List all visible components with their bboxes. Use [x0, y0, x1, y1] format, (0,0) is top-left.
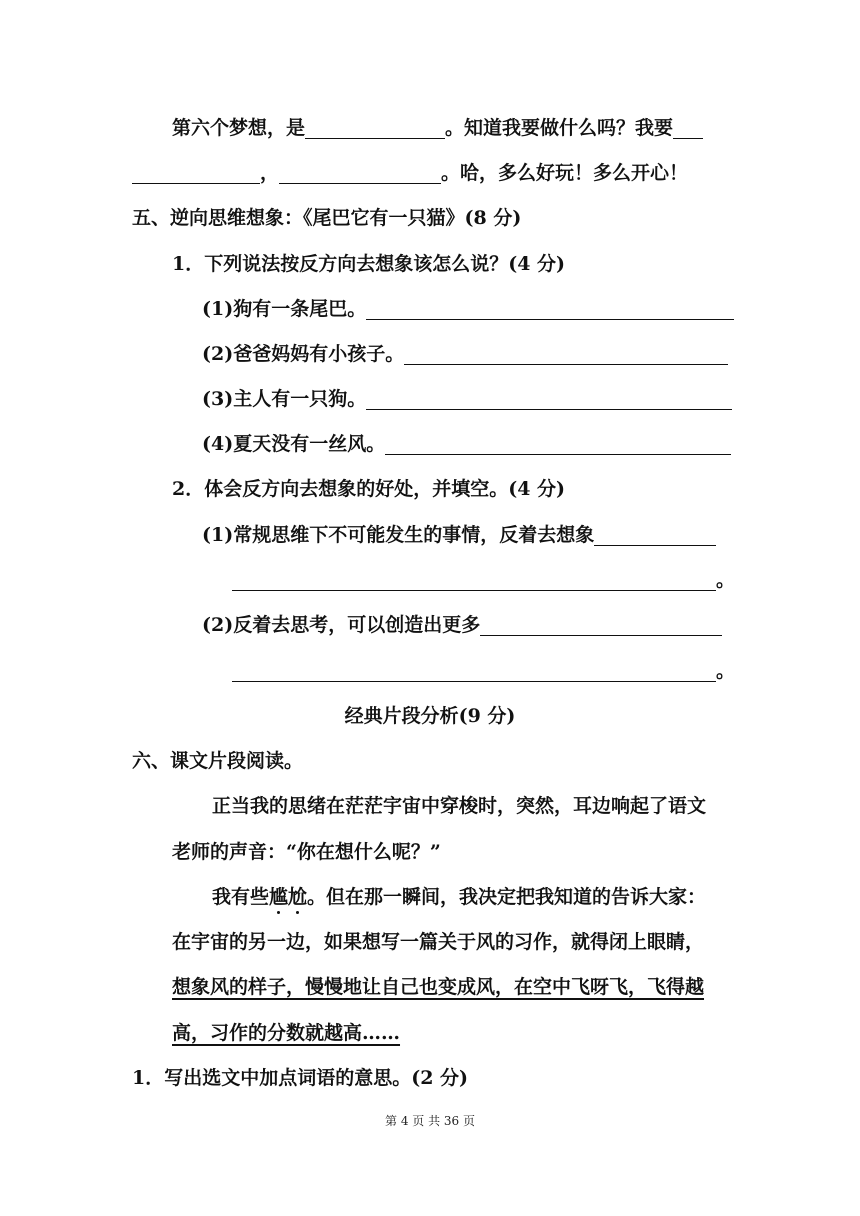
answer-blank[interactable]	[673, 118, 703, 139]
section5-q2-heading: 2．体会反方向去想象的好处，并填空。(4 分)	[172, 478, 566, 500]
answer-blank[interactable]	[480, 615, 722, 636]
dotted-character: 尬	[288, 886, 308, 908]
answer-blank[interactable]	[385, 434, 731, 455]
passage-line: 正当我的思绪在茫茫宇宙中穿梭时，突然，耳边响起了语文	[212, 795, 707, 817]
passage-line: 我有些尴尬。但在那一瞬间，我决定把我知道的告诉大家：	[212, 886, 707, 908]
answer-blank[interactable]	[232, 570, 716, 591]
section6-heading: 六、课文片段阅读。	[132, 750, 304, 772]
part-title: 经典片段分析(9 分)	[344, 705, 516, 727]
answer-blank[interactable]	[232, 661, 716, 682]
dream-line-2: ， 。哈，多么好玩！多么开心！	[132, 161, 688, 185]
dream-line-1: 第六个梦想，是 。知道我要做什么吗？我要	[172, 116, 703, 140]
q1-item: (1)狗有一条尾巴。	[202, 297, 734, 321]
passage-underlined-line: 高，习作的分数就越高……	[172, 1022, 401, 1044]
section5-q1-heading: 1．下列说法按反方向去想象该怎么说？(4 分)	[172, 253, 566, 275]
section5-heading: 五、逆向思维想象：《尾巴它有一只猫》(8 分)	[132, 207, 522, 229]
answer-blank[interactable]	[404, 344, 728, 365]
passage-line: 在宇宙的另一边，如果想写一篇关于风的习作，就得闭上眼睛，	[172, 931, 705, 953]
q1-item: (3)主人有一只狗。	[202, 387, 732, 411]
passage-line: 老师的声音：“你在想什么呢？”	[172, 841, 441, 863]
answer-blank[interactable]	[132, 163, 260, 184]
answer-blank[interactable]	[366, 389, 732, 410]
q1-item: (2)爸爸妈妈有小孩子。	[202, 342, 728, 366]
page-number-footer: 第 4 页 共 36 页	[385, 1114, 475, 1128]
answer-blank[interactable]	[279, 163, 441, 184]
q2-continuation: 。	[232, 568, 735, 592]
dotted-character: 尴	[269, 886, 289, 908]
answer-blank[interactable]	[594, 525, 716, 546]
passage-underlined-line: 想象风的样子，慢慢地让自己也变成风，在空中飞呀飞，飞得越	[172, 976, 705, 998]
section6-q1: 1．写出选文中加点词语的意思。(2 分)	[132, 1067, 469, 1089]
q1-item: (4)夏天没有一丝风。	[202, 432, 731, 456]
answer-blank[interactable]	[305, 118, 445, 139]
q2-item: (1)常规思维下不可能发生的事情，反着去想象	[202, 523, 716, 547]
answer-blank[interactable]	[366, 299, 734, 320]
q2-continuation: 。	[232, 659, 735, 683]
q2-item: (2)反着去思考，可以创造出更多	[202, 613, 722, 637]
